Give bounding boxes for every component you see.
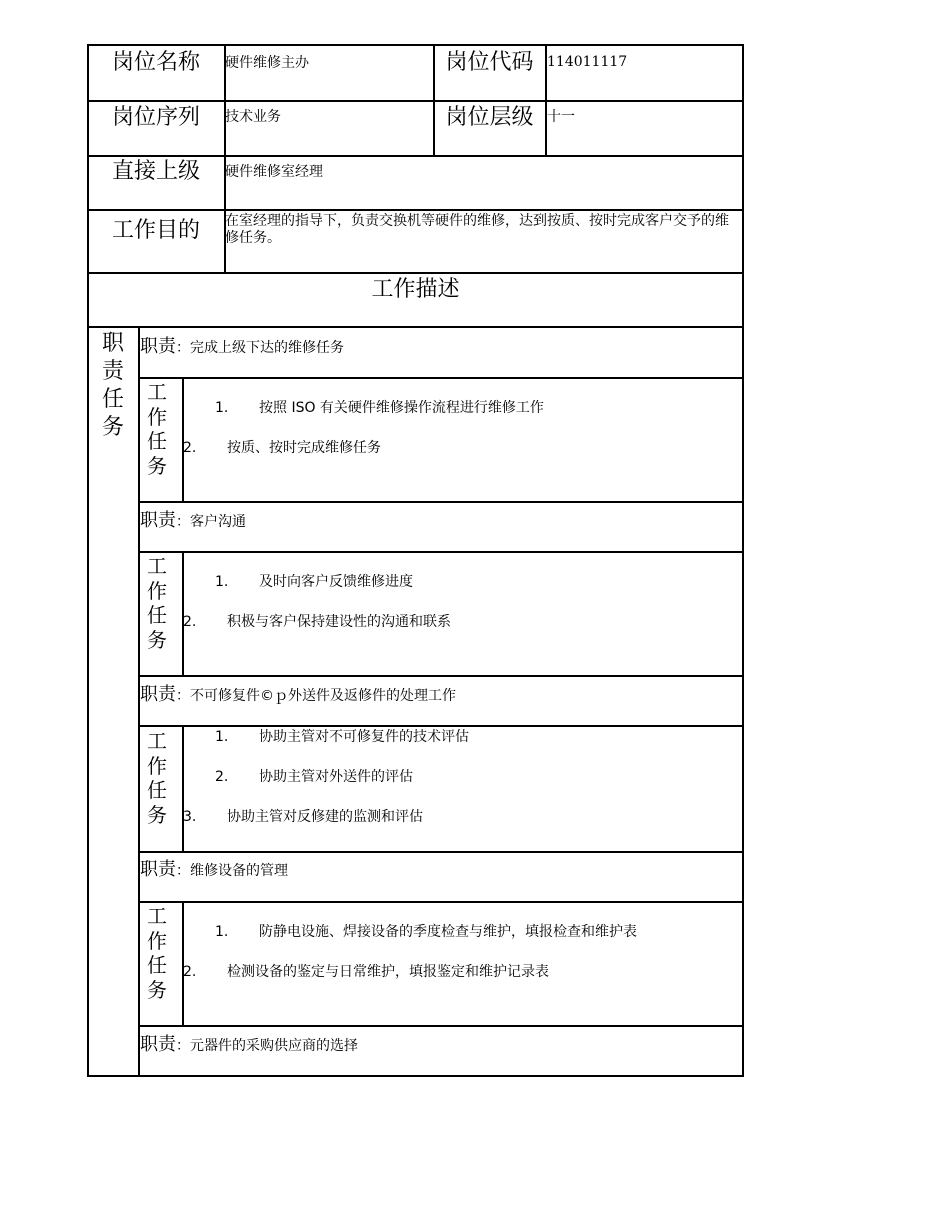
- duty-row: [140, 332, 344, 358]
- supervisor-value: 硬件维修室经理: [225, 164, 323, 180]
- duty-prefix: 职责: [140, 859, 176, 880]
- position-name-label: 岗位名称: [111, 50, 200, 75]
- divider: [88, 326, 744, 328]
- task-number: 2.: [183, 964, 197, 980]
- duty-row: [140, 855, 288, 881]
- task-number: 3.: [183, 809, 197, 825]
- duty-prefix: 职责: [140, 684, 176, 705]
- task-text: 防静电设施、焊接设备的季度检查与维护，填报检查和维护表: [259, 924, 637, 940]
- task-number: 2.: [183, 440, 197, 456]
- position-code-label: 岗位代码: [445, 50, 534, 75]
- task-label: 工 作 任 务: [147, 904, 167, 1002]
- position-level-value: 十一: [547, 109, 575, 125]
- duty-title: ：客户沟通: [176, 514, 246, 530]
- description-title: 工作描述: [371, 277, 460, 302]
- divider: [139, 725, 744, 727]
- divider: [88, 155, 744, 157]
- position-series-value: 技术业务: [225, 109, 281, 125]
- task-item: [215, 729, 469, 746]
- task-item: [215, 574, 413, 591]
- duty-title: ：不可修复件©ｐ外送件及返修件的处理工作: [176, 688, 456, 704]
- task-item: [183, 614, 451, 631]
- supervisor-label: 直接上级: [111, 159, 200, 184]
- task-item: [183, 440, 381, 457]
- divider: [88, 209, 744, 211]
- duty-prefix: 职责: [140, 510, 176, 531]
- frame-bottom: [88, 1075, 744, 1077]
- divider: [88, 272, 744, 274]
- purpose-value: 在室经理的指导下，负责交换机等硬件的维修，达到按质、按时完成客户交予的维修任务。: [225, 213, 729, 246]
- task-text: 协助主管对不可修复件的技术评估: [259, 729, 469, 745]
- duty-title: ：维修设备的管理: [176, 863, 288, 879]
- task-label: 工 作 任 务: [147, 554, 167, 652]
- duties-label: 职 责 任 务: [101, 331, 124, 440]
- duty-prefix: 职责: [140, 1034, 176, 1055]
- task-text: 按照 ISO 有关硬件维修操作流程进行维修工作: [259, 400, 544, 416]
- task-label: 工 作 任 务: [147, 729, 167, 827]
- task-text: 及时向客户反馈维修进度: [259, 574, 413, 590]
- divider: [139, 377, 744, 379]
- task-number: 2.: [183, 614, 197, 630]
- task-text: 按质、按时完成维修任务: [227, 440, 381, 456]
- position-name-value: 硬件维修主办: [225, 55, 309, 71]
- purpose-label: 工作目的: [111, 218, 200, 243]
- task-number: 1.: [215, 574, 229, 590]
- task-item: [215, 769, 413, 786]
- divider: [139, 501, 744, 503]
- duty-title: ：完成上级下达的维修任务: [176, 340, 344, 356]
- task-number: 1.: [215, 924, 229, 940]
- task-item: [183, 809, 423, 826]
- task-label: 工 作 任 务: [147, 380, 167, 478]
- frame-top: [88, 44, 744, 46]
- task-number: 1.: [215, 729, 229, 745]
- frame-right: [742, 44, 744, 1077]
- divider: [139, 675, 744, 677]
- task-item: [215, 924, 637, 941]
- duty-row: [140, 680, 456, 706]
- task-text: 积极与客户保持建设性的沟通和联系: [227, 614, 451, 630]
- duty-row: [140, 506, 246, 532]
- divider: [139, 851, 744, 853]
- task-item: [183, 964, 549, 981]
- position-level-label: 岗位层级: [445, 105, 534, 130]
- task-text: 协助主管对反修建的监测和评估: [227, 809, 423, 825]
- frame-left: [87, 44, 89, 1077]
- position-series-label: 岗位序列: [111, 105, 200, 130]
- divider: [139, 901, 744, 903]
- task-number: 1.: [215, 400, 229, 416]
- task-text: 协助主管对外送件的评估: [259, 769, 413, 785]
- duty-title: ：元器件的采购供应商的选择: [176, 1038, 358, 1054]
- task-number: 2.: [215, 769, 229, 785]
- divider: [139, 551, 744, 553]
- divider: [139, 1025, 744, 1027]
- task-item: [215, 400, 544, 417]
- duty-prefix: 职责: [140, 336, 176, 357]
- divider: [182, 725, 184, 852]
- divider: [88, 100, 744, 102]
- duty-row: [140, 1030, 358, 1056]
- position-code-value: 114011117: [547, 54, 628, 70]
- task-text: 检测设备的鉴定与日常维护，填报鉴定和维护记录表: [227, 964, 549, 980]
